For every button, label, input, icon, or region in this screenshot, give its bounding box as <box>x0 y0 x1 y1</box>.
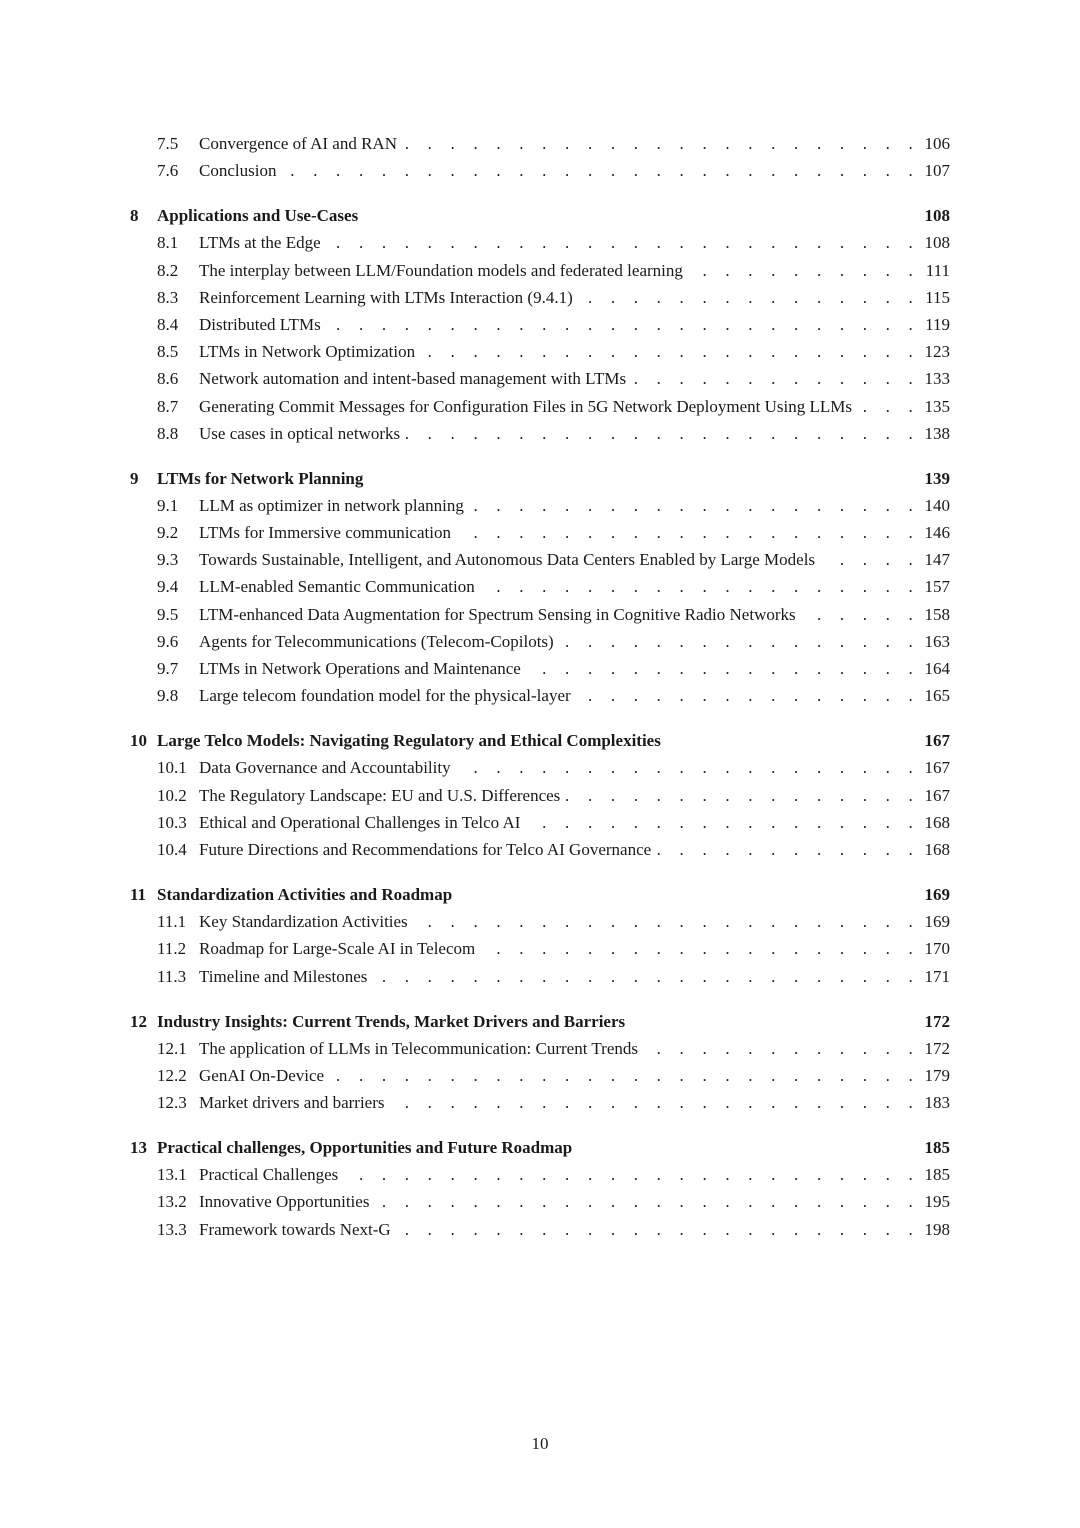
chapter-page: 172 <box>924 1011 950 1031</box>
toc-entry[interactable] <box>130 1188 950 1215</box>
section-title: Conclusion <box>199 161 277 181</box>
section-page: 170 <box>924 939 950 959</box>
section-title: The application of LLMs in Telecommunication: Current Trends <box>199 1038 639 1058</box>
toc-entry[interactable] <box>130 963 950 990</box>
toc-entry[interactable] <box>130 655 950 682</box>
section-page: 147 <box>924 550 950 570</box>
toc-entry[interactable] <box>130 573 950 600</box>
section-page: 168 <box>924 839 950 859</box>
section-title: Reinforcement Learning with LTMs Interaction (9.4.1) <box>199 287 573 307</box>
section-number: 7.6 <box>157 161 179 181</box>
toc-chapter <box>130 130 950 184</box>
toc-entry[interactable] <box>130 420 950 447</box>
chapter-title: Industry Insights: Current Trends, Market Drivers and Barriers <box>157 1011 626 1031</box>
section-title: Market drivers and barriers <box>199 1093 385 1113</box>
section-page: 133 <box>924 369 950 389</box>
section-title: Practical Challenges <box>199 1165 339 1185</box>
chapter-title: LTMs for Network Planning <box>157 468 364 488</box>
page-number: 10 <box>531 1434 549 1453</box>
section-number: 9.6 <box>157 631 179 651</box>
section-number: 10.2 <box>157 785 187 805</box>
section-page: 106 <box>924 134 950 153</box>
toc-entry[interactable] <box>130 682 950 709</box>
dot-leader <box>802 601 924 628</box>
dot-leader <box>632 365 924 392</box>
toc-entry[interactable] <box>130 284 950 311</box>
section-number: 7.5 <box>157 134 179 153</box>
section-number: 9.2 <box>157 523 179 543</box>
dot-leader <box>457 754 924 781</box>
chapter-page: 169 <box>924 885 950 905</box>
toc-entry[interactable] <box>130 836 950 863</box>
section-page: 171 <box>924 966 950 986</box>
dot-leader <box>577 682 924 709</box>
toc-entry[interactable] <box>130 1062 950 1089</box>
section-page: 146 <box>924 523 950 543</box>
table-of-contents <box>130 130 950 1261</box>
section-number: 13.3 <box>157 1219 187 1239</box>
toc-entry[interactable] <box>130 1216 950 1243</box>
chapter-heading[interactable] <box>130 1134 950 1161</box>
section-title: Distributed LTMs <box>199 314 321 334</box>
section-number: 8.4 <box>157 314 179 334</box>
dot-leader <box>457 519 924 546</box>
dot-leader <box>282 157 924 184</box>
dot-leader <box>579 284 924 311</box>
section-page: 195 <box>924 1192 950 1212</box>
section-number: 9.5 <box>157 604 179 624</box>
section-page: 115 <box>925 287 950 307</box>
toc-entry[interactable] <box>130 257 950 284</box>
toc-entry[interactable] <box>130 754 950 781</box>
section-number: 11.2 <box>157 939 187 959</box>
dot-leader <box>403 130 924 157</box>
section-page: 163 <box>924 631 950 651</box>
section-title: Agents for Telecommunications (Telecom-Copilots) <box>199 631 554 651</box>
chapter-title: Standardization Activities and Roadmap <box>157 885 453 905</box>
chapter-heading[interactable] <box>130 1008 950 1035</box>
section-number: 9.8 <box>157 686 179 706</box>
chapter-page: 185 <box>924 1138 950 1158</box>
section-title: LTMs in Network Operations and Maintenance <box>199 659 521 678</box>
section-number: 12.3 <box>157 1093 187 1113</box>
section-title: Future Directions and Recommendations for Telco AI Governance <box>199 839 652 859</box>
section-title: LTM-enhanced Data Augmentation for Spectrum Sensing in Cognitive Radio Networks <box>199 604 796 624</box>
section-page: 183 <box>924 1093 950 1113</box>
section-number: 10.1 <box>157 758 187 778</box>
dot-leader <box>327 229 924 256</box>
dot-leader <box>327 311 924 338</box>
toc-entry[interactable] <box>130 311 950 338</box>
section-page: 165 <box>924 686 950 706</box>
section-page: 168 <box>924 812 950 832</box>
dot-leader <box>821 546 924 573</box>
section-number: 10.3 <box>157 812 187 832</box>
toc-chapter <box>130 1134 950 1243</box>
chapter-title: Large Telco Models: Navigating Regulatory and Ethical Complexities <box>157 731 661 751</box>
toc-chapter <box>130 465 950 710</box>
section-title: GenAI On-Device <box>199 1065 325 1085</box>
toc-chapter <box>130 881 950 990</box>
section-page: 198 <box>924 1219 950 1239</box>
section-page: 172 <box>924 1038 950 1058</box>
chapter-number: 11 <box>130 885 147 905</box>
section-title: Key Standardization Activities <box>199 912 408 932</box>
dot-leader <box>481 935 924 962</box>
section-page: 157 <box>924 577 950 597</box>
chapter-number: 8 <box>130 206 139 226</box>
chapter-heading[interactable] <box>130 465 950 492</box>
section-title: Convergence of AI and RAN <box>199 134 397 153</box>
toc-entry[interactable] <box>130 908 950 935</box>
toc-entry[interactable] <box>130 229 950 256</box>
chapter-title: Applications and Use-Cases <box>157 206 359 226</box>
section-title: Timeline and Milestones <box>199 966 368 986</box>
dot-leader <box>527 655 924 682</box>
section-number: 9.1 <box>157 495 179 515</box>
toc-chapter <box>130 202 950 447</box>
toc-entry[interactable] <box>130 492 950 519</box>
section-number: 8.3 <box>157 287 179 307</box>
section-number: 8.1 <box>157 233 179 253</box>
dot-leader <box>858 393 924 420</box>
dot-leader <box>375 1188 924 1215</box>
chapter-page: 108 <box>924 206 950 226</box>
toc-chapter <box>130 727 950 863</box>
toc-chapter <box>130 1008 950 1117</box>
section-title: LTMs in Network Optimization <box>199 342 416 362</box>
chapter-number: 9 <box>130 468 139 488</box>
section-title: Data Governance and Accountability <box>199 758 451 778</box>
dot-leader <box>344 1161 924 1188</box>
dot-leader <box>470 492 924 519</box>
section-page: 185 <box>924 1165 950 1185</box>
section-number: 9.4 <box>157 577 179 597</box>
section-number: 13.2 <box>157 1192 187 1212</box>
section-page: 167 <box>924 785 950 805</box>
section-number: 8.7 <box>157 396 179 416</box>
toc-entry[interactable] <box>130 393 950 420</box>
toc-entry[interactable] <box>130 1161 950 1188</box>
section-number: 12.2 <box>157 1065 187 1085</box>
section-number: 8.5 <box>157 342 179 362</box>
section-title: LTMs at the Edge <box>199 233 321 253</box>
dot-leader <box>406 420 924 447</box>
section-page: 179 <box>924 1065 950 1085</box>
section-number: 9.3 <box>157 550 179 570</box>
dot-leader <box>414 908 924 935</box>
section-number: 11.3 <box>157 966 187 986</box>
dot-leader <box>373 963 924 990</box>
chapter-title: Practical challenges, Opportunities and Future Roadmap <box>157 1138 573 1158</box>
section-number: 10.4 <box>157 839 187 859</box>
toc-entry[interactable] <box>130 338 950 365</box>
dot-leader <box>689 257 924 284</box>
dot-leader <box>391 1089 924 1116</box>
section-number: 8.6 <box>157 369 179 389</box>
section-page: 140 <box>924 495 950 515</box>
section-page: 158 <box>924 604 950 624</box>
toc-entry[interactable] <box>130 130 950 157</box>
section-title: Network automation and intent-based management with LTMs <box>199 369 627 389</box>
section-title: Innovative Opportunities <box>199 1192 370 1212</box>
section-title: Towards Sustainable, Intelligent, and Autonomous Data Centers Enabled by Large Models <box>199 550 816 570</box>
dot-leader <box>330 1062 924 1089</box>
dot-leader <box>526 809 924 836</box>
chapter-heading[interactable] <box>130 727 950 754</box>
chapter-number: 12 <box>130 1011 147 1031</box>
section-page: 108 <box>924 233 950 253</box>
section-page: 138 <box>924 423 950 443</box>
chapter-number: 10 <box>130 731 147 751</box>
section-title: The interplay between LLM/Foundation models and federated learning <box>199 260 683 280</box>
toc-entry[interactable] <box>130 365 950 392</box>
chapter-heading[interactable] <box>130 202 950 229</box>
section-number: 11.1 <box>157 912 187 932</box>
toc-entry[interactable] <box>130 601 950 628</box>
section-number: 12.1 <box>157 1038 187 1058</box>
section-page: 169 <box>924 912 950 932</box>
section-title: Generating Commit Messages for Configuration Files in 5G Network Deployment Using LLMs <box>199 396 852 416</box>
toc-entry[interactable] <box>130 157 950 184</box>
toc-entry[interactable] <box>130 809 950 836</box>
section-title: LLM-enabled Semantic Communication <box>199 577 475 597</box>
dot-leader <box>481 573 924 600</box>
dot-leader <box>566 782 924 809</box>
section-page: 135 <box>924 396 950 416</box>
toc-entry[interactable] <box>130 546 950 573</box>
toc-entry[interactable] <box>130 1035 950 1062</box>
section-page: 119 <box>925 314 950 334</box>
section-page: 167 <box>924 758 950 778</box>
section-number: 8.8 <box>157 423 179 443</box>
section-number: 8.2 <box>157 260 179 280</box>
section-title: The Regulatory Landscape: EU and U.S. Differences <box>199 785 561 805</box>
toc-entry[interactable] <box>130 1089 950 1116</box>
section-title: Use cases in optical networks <box>199 423 401 443</box>
section-number: 9.7 <box>157 659 179 678</box>
section-page: 164 <box>924 659 950 678</box>
section-title: LLM as optimizer in network planning <box>199 495 464 515</box>
section-title: Framework towards Next-G <box>199 1219 391 1239</box>
section-title: LTMs for Immersive communication <box>199 523 451 543</box>
toc-entry[interactable] <box>130 935 950 962</box>
chapter-heading[interactable] <box>130 881 950 908</box>
toc-entry[interactable] <box>130 628 950 655</box>
dot-leader <box>421 338 924 365</box>
chapter-page: 139 <box>924 468 950 488</box>
toc-entry[interactable] <box>130 519 950 546</box>
section-page: 107 <box>924 161 950 181</box>
chapter-number: 13 <box>130 1138 147 1158</box>
toc-entry[interactable] <box>130 782 950 809</box>
section-number: 13.1 <box>157 1165 187 1185</box>
chapter-page: 167 <box>924 731 950 751</box>
dot-leader <box>644 1035 924 1062</box>
section-page: 123 <box>924 342 950 362</box>
dot-leader <box>397 1216 924 1243</box>
section-title: Ethical and Operational Challenges in Telco AI <box>199 812 521 832</box>
section-title: Roadmap for Large-Scale AI in Telecom <box>199 939 476 959</box>
section-page: 111 <box>925 260 950 280</box>
section-title: Large telecom foundation model for the physical-layer <box>199 686 571 706</box>
dot-leader <box>560 628 924 655</box>
dot-leader <box>657 836 924 863</box>
